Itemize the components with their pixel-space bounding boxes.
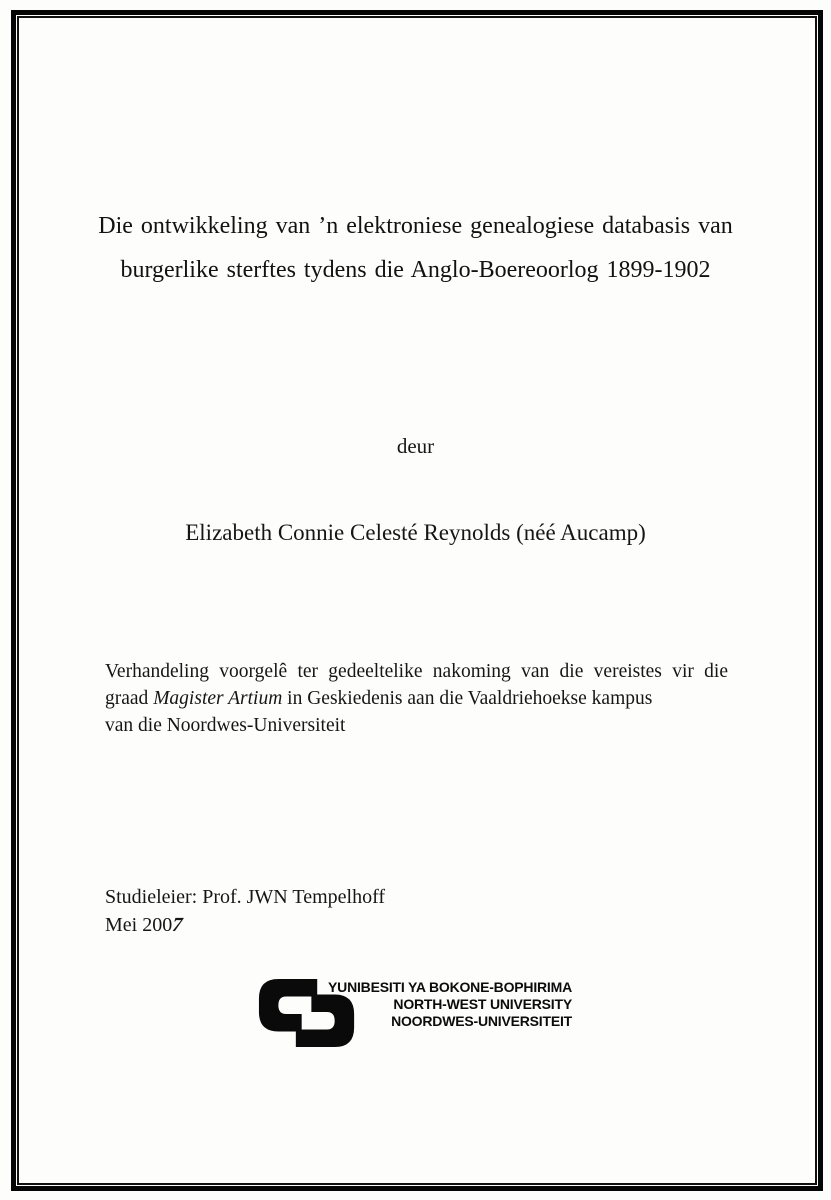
thesis-title xyxy=(60,204,771,292)
degree-name-italic: Magister Artium xyxy=(153,688,283,709)
date-prefix: Mei 200 xyxy=(105,913,173,936)
supervisor-line: Studieleier: Prof. JWN Tempelhoff xyxy=(105,886,386,908)
logo-line-setswana: YUNIBESITI YA BOKONE-BOPHIRIMA xyxy=(328,979,572,995)
date-line xyxy=(105,912,385,940)
thesis-title-line1: Die ontwikkeling van ’n elektroniese genealogiese databasis van xyxy=(98,213,733,239)
degree-statement-line2-prefix: graad xyxy=(105,688,154,709)
degree-statement-line2 xyxy=(105,685,728,712)
author-name: Elizabeth Connie Celesté Reynolds (néé Aucamp) xyxy=(185,520,646,545)
logo-line-afrikaans: NOORDWES-UNIVERSITEIT xyxy=(391,1013,572,1029)
byline-label: deur xyxy=(396,434,435,458)
date-last-digit: 7 xyxy=(169,913,186,936)
degree-statement-line2-suffix: in Geskiedenis aan die Vaaldriehoekse kampus xyxy=(282,688,653,709)
degree-statement xyxy=(105,658,728,739)
logo-line-english: NORTH-WEST UNIVERSITY xyxy=(393,996,572,1012)
university-logo-text xyxy=(300,979,572,1030)
university-logo xyxy=(257,973,577,1053)
degree-statement-line1: Verhandeling voorgelê ter gedeeltelike nakoming van die vereistes vir die xyxy=(105,661,728,682)
degree-statement-line3: van die Noordwes-Universiteit xyxy=(105,715,346,736)
thesis-title-line2: burgerlike sterftes tydens die Anglo-Boereoorlog 1899-1902 xyxy=(120,257,711,283)
supervisor-block xyxy=(105,884,385,939)
